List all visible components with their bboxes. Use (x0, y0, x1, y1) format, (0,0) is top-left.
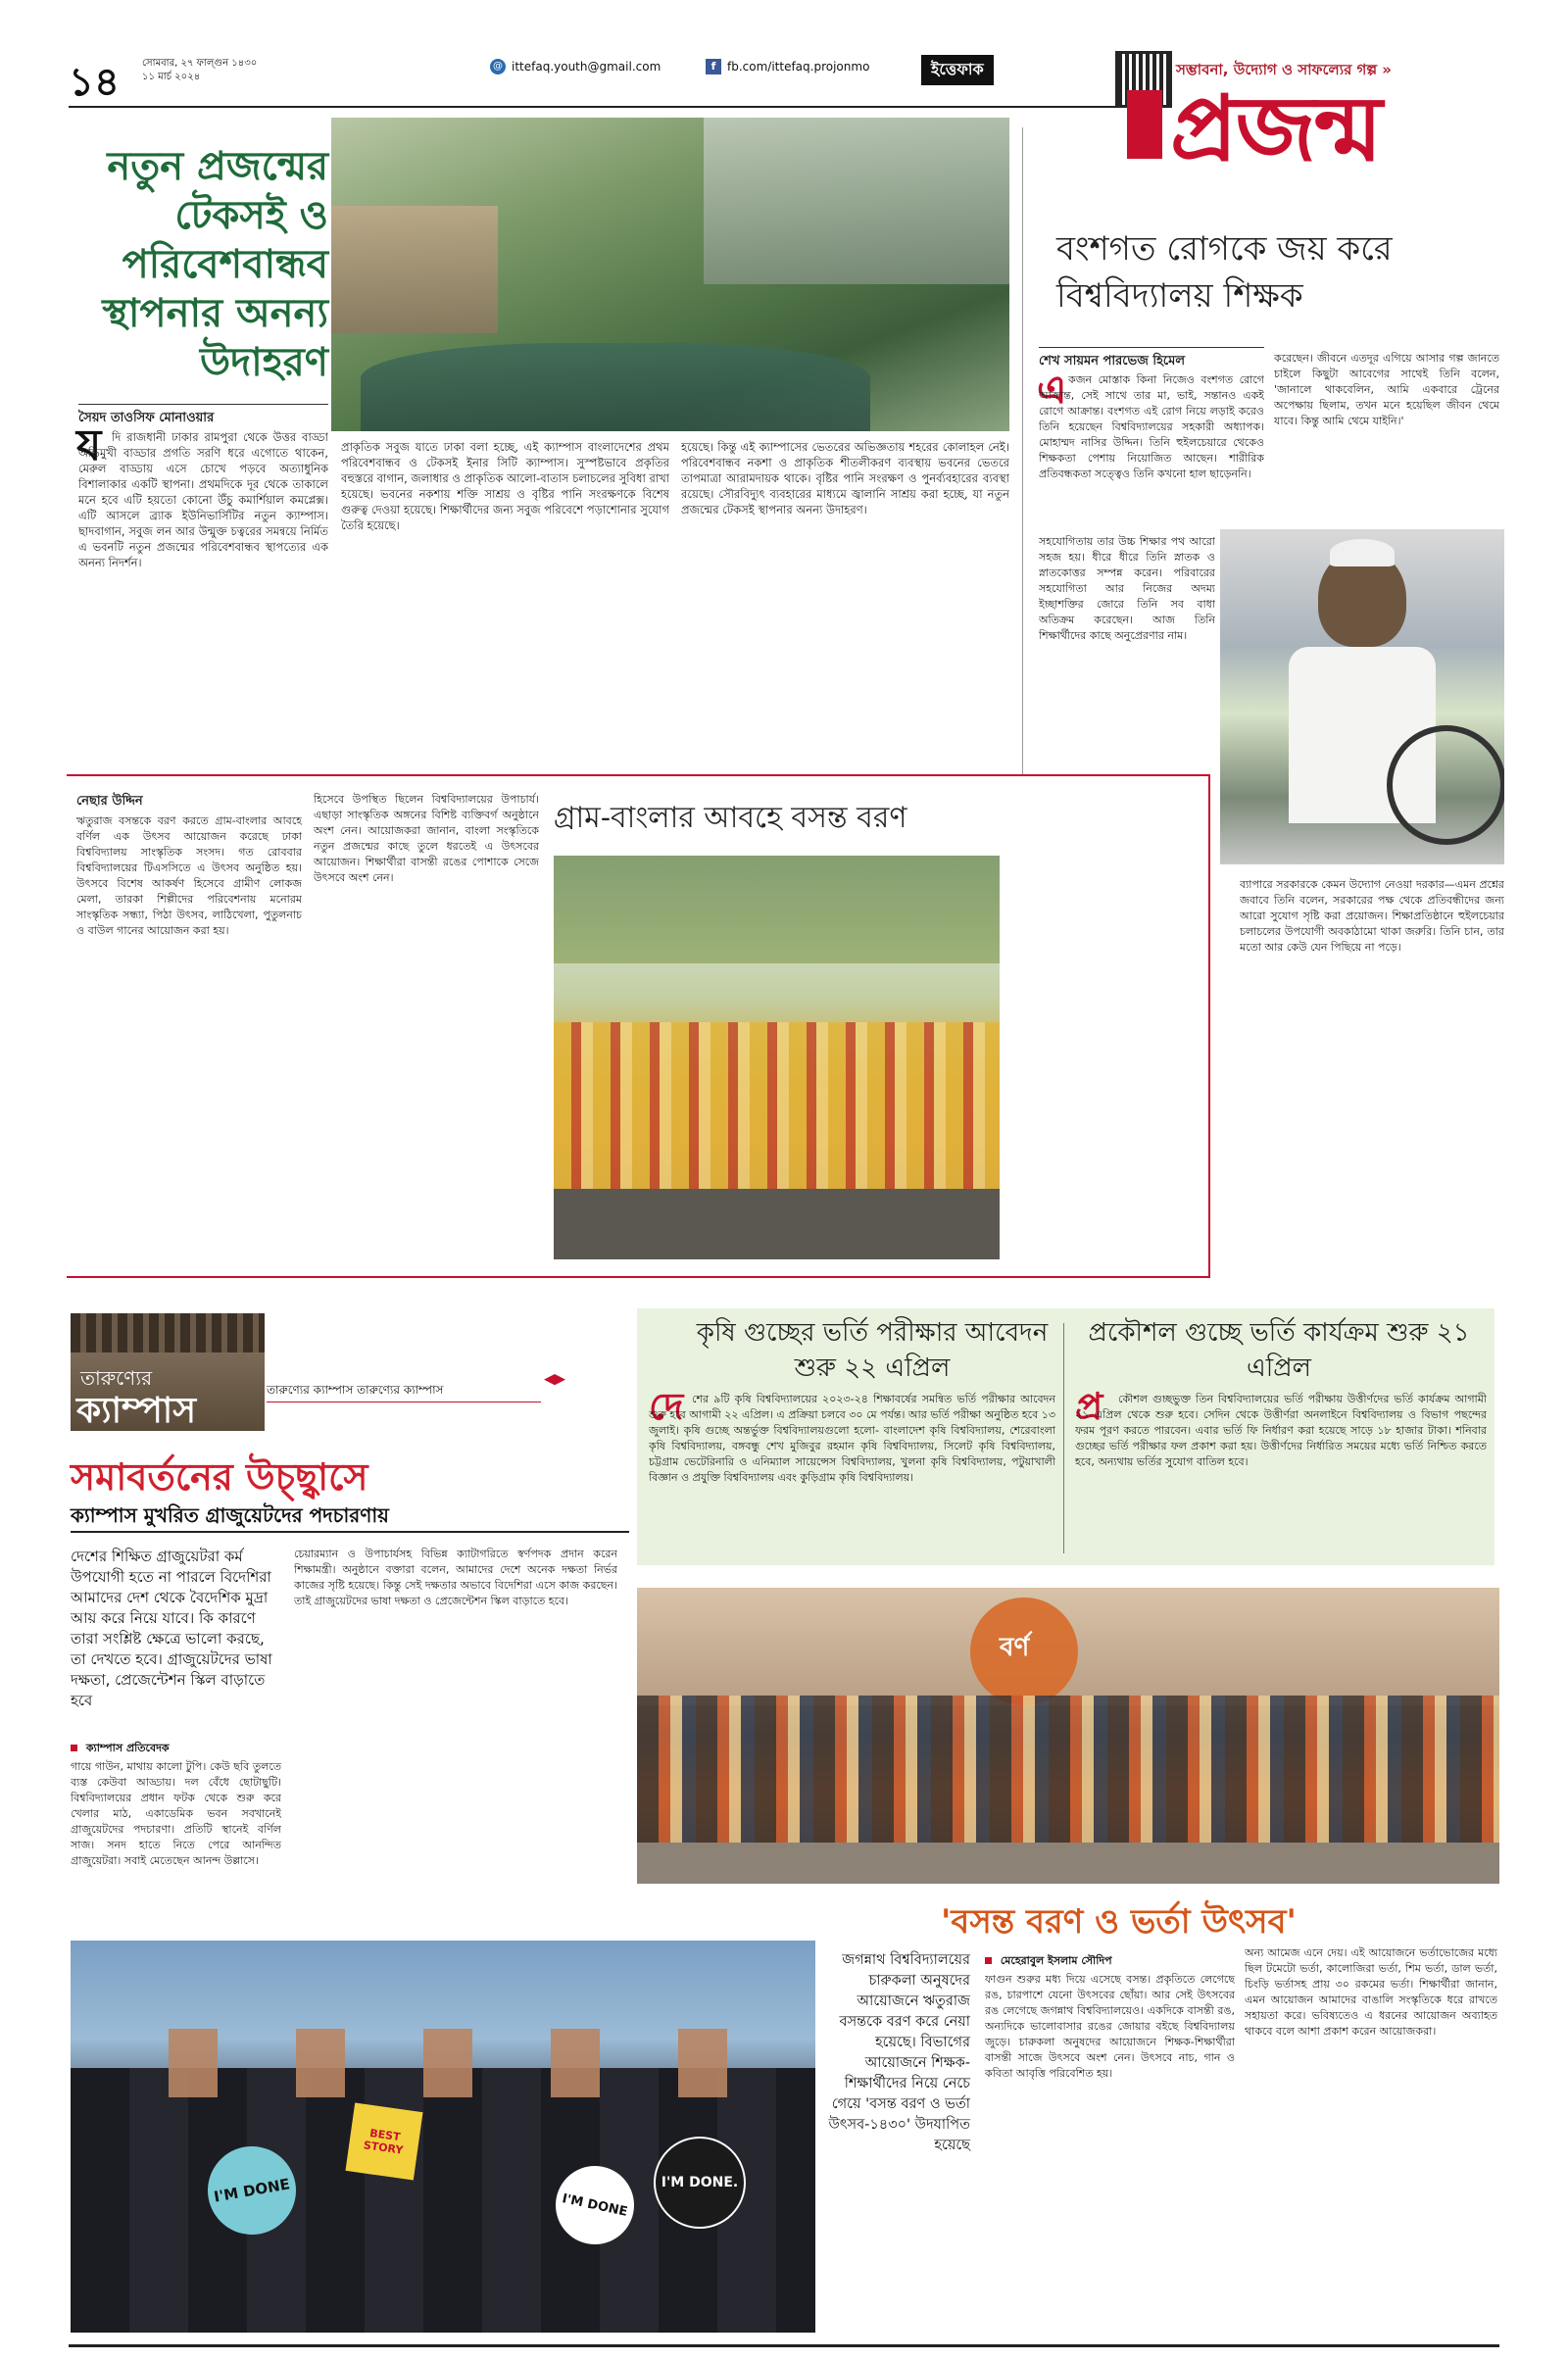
graduates-photo (71, 1941, 815, 2333)
section-logo-red-block (1127, 90, 1162, 159)
wheelchair-wheel (1387, 725, 1504, 845)
email-text: ittefaq.youth@gmail.com (512, 60, 662, 74)
exam2-headline: প্রকৌশল গুচ্ছে ভর্তি কার্যক্রম শুরু ২১ এপ্রিল (1088, 1318, 1470, 1383)
road (554, 1189, 1000, 1259)
article3-byline: নেছার উদ্দিন (76, 794, 143, 809)
divider-article1-article2 (1022, 127, 1023, 774)
masthead (0, 0, 1568, 181)
campus-section-logo (71, 1313, 265, 1431)
group-crowd (637, 1696, 1499, 1843)
exam1-headline: কৃষি গুচ্ছের ভর্তি পরীক্ষার আবেদন শুরু ২২ এপ্রিল (696, 1318, 1049, 1383)
campus-section-title-top: তারুণ্যের (80, 1366, 153, 1390)
exam1-body: শের ৯টি কৃষি বিশ্ববিদ্যালয়ের ২০২৩-২৪ শিক্ষাবর্ষের সমন্বিত ভর্তি পরীক্ষার আবেদন শুরু হবে আগামী ২২ এপ্রিল। এ প্রক্রিয়া চলবে ৩০ মে পর্যন্ত। আর ভর্তি পরীক্ষা অনুষ্ঠিত হবে ১৩ জুলাই। কৃষি গুচ্ছে অন্তর্ভুক্ত বিশ্ববিদ্যালয়গুলো হলো- বাংলাদেশ কৃষি বিশ্ববিদ্যালয়, শেরেবাংলা কৃষি বিশ্ববিদ্যালয়, বঙ্গবন্ধু শেখ মুজিবুর রহমান কৃষি বিশ্ববিদ্যালয়, সিলেট কৃষি বিশ্ববিদ্যালয়, চট্টগ্রাম ভেটেরিনারি ও এনিম্যাল সায়েন্সেস বিশ্ববিদ্যালয়, খুলনা কৃষি বিশ্ববিদ্যালয়, পটুয়াখালী বিজ্ঞান ও প্রযুক্তি বিশ্ববিদ্যালয় এবং কুড়িগ্রাম কৃষি বিশ্ববিদ্যালয়। (649, 1393, 1055, 1484)
section-logo (1127, 75, 1539, 206)
campus-crowd-silhouette (71, 1313, 265, 1353)
article2-col1b: সহযোগিতায় তার উচ্চ শিক্ষার পথ আরো সহজ হয়। ধীরে ধীরে তিনি স্নাতক ও স্নাতকোত্তর সম্পন্ন করেন। পরিবারের সহযোগিতা আর নিজের অদম্য ইচ্ছাশক্তির জোরে তিনি সব বাধা অতিক্রম করেছেন। আজ তিনি শিক্ষার্থীদের কাছে অনুপ্রেরণার নাম। (1039, 535, 1215, 642)
email-icon: @ (490, 59, 506, 74)
exam2-drop-cap: প্র (1075, 1384, 1103, 1428)
page-number: ১৪ (69, 59, 120, 105)
festival-pullquote: জগন্নাথ বিশ্ববিদ্যালয়ের চারুকলা অনুষদের আয়োজনে ঋতুরাজ বসন্তকে বরণ করে নেয়া হয়েছে। বিভাগের আয়োজনে শিক্ষক-শিক্ষার্থীদের নিয়ে নেচে গেয়ে 'বসন্ত বরণ ও ভর্তা উৎসব-১৪৩০' উদযাপিত হয়েছে (828, 1952, 970, 2153)
festival-group-photo (637, 1588, 1499, 1884)
facebook-contact[interactable] (706, 59, 869, 74)
festival-headline: 'বসন্ত বরণ ও ভর্তা উৎসব' (941, 1902, 1297, 1942)
email-contact[interactable] (490, 59, 661, 74)
tree-canopy (554, 856, 1000, 963)
masthead-rule (69, 106, 1117, 108)
sign-2-text: BEST STORY (363, 2126, 405, 2157)
exam1-drop-cap: দে (649, 1384, 684, 1428)
teacher-cap (1330, 539, 1395, 566)
sign-3-text: I'M DONE (561, 2190, 629, 2220)
paper-name: ইত্তেফাক (931, 60, 984, 78)
crowd-row (554, 1022, 1000, 1189)
campus-pullquote: দেশের শিক্ষিত গ্রাজুয়েটরা কর্ম উপযোগী হতে না পারলে বিদেশিরা আমাদের দেশ থেকে বৈদেশিক মুদ্রা আয় করে নিয়ে যাবে। কি কারণে তারা সংশ্লিষ্ট ক্ষেত্রে ভালো করছে, তা দেখতে হবে। গ্রাজুয়েটদের ভাষা দক্ষতা, প্রেজেন্টেশন স্কিল বাড়াতে হবে (71, 1548, 272, 1709)
section-logo-text: প্রজন্ম (1170, 75, 1381, 181)
exam2-body: কৌশল গুচ্ছভুক্ত তিন বিশ্ববিদ্যালয়ের ভর্তি পরীক্ষায় উত্তীর্ণদের ভর্তি কার্যক্রম আগামী ২১ এপ্রিল থেকে শুরু হবে। সেদিন থেকে উত্তীর্ণরা অনলাইনে বিশ্ববিদ্যালয় ও বিভাগ পছন্দের ফরম পূরণ করতে পারবেন। এবার ভর্তি ফি নির্ধারণ করা হয়েছে সাড়ে ১৮ হাজার টাকা। শনিবার গুচ্ছের ভর্তি পরীক্ষার ফল প্রকাশ করা হয়। উত্তীর্ণদের নির্ধারিত সময়ের মধ্যে ভর্তি নিশ্চিত করতে হবে, অন্যথায় ভর্তির সুযোগ বাতিল হবে। (1075, 1393, 1487, 1468)
article3-col1: ঋতুরাজ বসন্তকে বরণ করতে গ্রাম-বাংলার আবহে বর্ণিল এক উৎসব আয়োজন করেছে ঢাকা বিশ্ববিদ্যালয় সাংস্কৃতিক সংসদ। গত রোববার বিশ্ববিদ্যালয়ের টিএসসিতে এ উৎসব অনুষ্ঠিত হয়। উৎসবে বিশেষ আকর্ষণ হিসেবে গ্রামীণ লোকজ মেলা, তারকা শিল্পীদের পরিবেশনায় মনোরম সাংস্কৃতিক সন্ধ্যা, পিঠা উৎসব, লাঠিখেলা, পুতুলনাচ ও বাউল গানের আয়োজন করা হয়। (76, 814, 302, 937)
date-english: ১১ মার্চ ২০২৪ (142, 72, 201, 82)
article2-col2: করেছেন। জীবনে এতদূর এগিয়ে আসার গল্প জানতে চাইলে কিছুটা আবেগের সাথেই তিনি বলেন, 'জানালে থাকবেলিন, আমি একবারে ট্রেনের অপেক্ষায় ছিলাম, তখন মনে হয়েছিল জীবন থেমে যাবে। কিন্তু আমি থেমে যাইনি।' (1274, 352, 1499, 427)
stair-platform (331, 206, 498, 333)
festival-col2: অন্য আমেজ এনে দেয়। এই আয়োজনে ভর্তাভোজের মধ্যে ছিল টমেটো ভর্তা, কালোজিরা ভর্তা, শিম ভর্তা, ডাল ভর্তা, চিংড়ি ভর্তাসহ প্রায় ৩০ রকমের ভর্তা। শিক্ষার্থীরা জানান, এমন আয়োজন আমাদের বাঙালি সংস্কৃতিকে ধরে রাখতে সহায়তা করে। ভবিষ্যতেও এ ধরনের আয়োজন অব্যাহত থাকবে বলে আশা প্রকাশ করেন আয়োজকরা। (1245, 1946, 1497, 2038)
article1-col3: হয়েছে। কিন্তু এই ক্যাম্পাসের ভেতরের অভিজ্ঞতায় শহরের কোলাহল নেই। পরিবেশবান্ধব নকশা ও প্রাকৃতিক শীতলীকরণ ব্যবস্থায় ভবনের ভেতরে তাপমাত্রা আরামদায়ক থাকে। বৃষ্টির পানি সংরক্ষণ ও পুনর্ব্যবহারের ব্যবস্থা রয়েছে। সৌরবিদ্যুৎ ব্যবহারের মাধ্যমে জ্বালানি সাশ্রয় করা হচ্ছে, যা নতুন প্রজন্মের টেকসই স্থাপনার অনন্য উদাহরণ। (681, 440, 1009, 516)
ground (637, 1843, 1499, 1884)
article3-headline: গ্রাম-বাংলার আবহে বসন্ত বরণ (554, 801, 907, 835)
spring-festival-photo (554, 856, 1000, 1259)
graduate-faces (129, 2029, 757, 2097)
campus-headline: সমাবর্তনের উচ্ছ্বাসে (71, 1454, 368, 1499)
facebook-text: fb.com/ittefaq.projonmo (727, 60, 870, 74)
article1-byline: সৈয়দ তাওসিফ মোনাওয়ার (78, 404, 328, 429)
article1-col2: প্রাকৃতিক সবুজ যাতে ঢাকা বলা হচ্ছে, এই ক্যাম্পাস বাংলাদেশের প্রথম পরিবেশবান্ধব ও টেকসই ইনার সিটি ক্যাম্পাস। সুস্পষ্টভাবে প্রকৃতির বহুস্তরে বাগান, জলাধার ও প্রাকৃতিক আলো-বাতাস চলাচলের সুবিধা রাখা হয়েছে। ভবনের নকশায় শক্তি সাশ্রয় ও বৃষ্টির পানি সংরক্ষণকে বিশেষ গুরুত্ব দেওয়া হয়েছে। শিক্ষার্থীদের জন্য সবুজ পরিবেশে পড়াশোনার সুযোগ তৈরি হয়েছে। (341, 440, 669, 532)
festival-byline (985, 1952, 1112, 1971)
article2-headline: বংশগত রোগকে জয় করে বিশ্ববিদ্যালয় শিক্ষক (1056, 229, 1393, 316)
article2-byline: শেখ সায়মন পারভেজ হিমেল (1039, 347, 1264, 372)
article2-col2b: ব্যাপারে সরকারকে কেমন উদ্যোগ নেওয়া দরকার—এমন প্রশ্নের জবাবে তিনি বলেন, সরকারের পক্ষ থেকে প্রতিবন্ধীদের জন্য আরো সুযোগ সৃষ্টি করা প্রয়োজন। শিক্ষাপ্রতিষ্ঠানে হুইলচেয়ার চলাচলের উপযোগী অবকাঠামো থাকা জরুরি। তিনি চান, তার মতো আর কেউ যেন পিছিয়ে না পড়ে। (1240, 878, 1504, 954)
paper-logo (921, 55, 994, 85)
campus-section-title-main: ক্যাম্পাস (76, 1390, 196, 1431)
facebook-icon: f (706, 59, 721, 74)
exam-divider (1063, 1323, 1064, 1553)
article1-drop-cap: য (76, 420, 102, 470)
article3-col2: হিসেবে উপস্থিত ছিলেন বিশ্ববিদ্যালয়ের উপাচার্য। এছাড়া সাংস্কৃতিক অঙ্গনের বিশিষ্ট ব্যক্তিবর্গ অনুষ্ঠানে অংশ নেন। আয়োজকরা জানান, বাংলা সংস্কৃতিকে নতুন প্রজন্মের কাছে তুলে ধরতেই এ উৎসবের আয়োজন। শিক্ষার্থীরা বাসন্তী রঙের পোশাকে সেজে উৎসবে অংশ নেন। (314, 793, 539, 884)
sign-4-text: I'M DONE. (661, 2175, 739, 2190)
tagline: সম্ভাবনা, উদ্যোগ ও সাফল্যের গল্প » (1176, 61, 1392, 78)
pond (361, 343, 870, 431)
graduation-cap-icon (544, 1374, 565, 1388)
campus-subheadline: ক্যাম্পাস মুখরিত গ্রাজুয়েটদের পদচারণায় (71, 1503, 389, 1527)
article2-col1: কজন মোস্তাক কিনা নিজেও বংশগত রোগে আক্রান্ত, সেই সাথে তার মা, ভাই, সন্তানও একই রোগে আক্রান্ত। বংশগত এই রোগ নিয়ে লড়াই করেও তিনি হয়েছেন বিশ্ববিদ্যালয়ের সহকারী অধ্যাপক। মোহাম্মদ নাসির উদ্দিন। তিনি হুইলচেয়ারে থেকেও শিক্ষকতা পেশায় নিয়োজিত আছেন। শারীরিক প্রতিবন্ধকতা সত্ত্বেও তিনি কখনো হাল ছাড়েননি। (1039, 373, 1264, 480)
article1-col1: দি রাজধানী ঢাকার রামপুরা থেকে উত্তর বাড্ডা অভিমুখী বাড্ডার প্রগতি সরণি ধরে এগোতে থাকেন, মেরুল বাড্ডায় এসে চোখে পড়বে অত্যাধুনিক বিশালাকার একটি স্থাপনা। প্রথমদিকে দূর থেকে তাকালে মনে হবে এটি হয়তো কোনো উঁচু কমার্শিয়াল কমপ্লেক্স। এটি আসলে ব্র্যাক ইউনিভার্সিটির নতুন ক্যাম্পাস। ছাদবাগান, সবুজ লন আর উন্মুক্ত চত্বরের সমন্বয়ে নির্মিত এ ভবনটি নতুন প্রজন্মের পরিবেশবান্ধব স্থাপত্যের এক অনন্য নিদর্শন। (78, 430, 328, 569)
campus-rule (71, 1531, 629, 1533)
date-bengali: সোমবার, ২৭ ফাল্গুন ১৪৩০ (142, 58, 258, 69)
article1-headline: নতুন প্রজন্মের টেকসই ও পরিবেশবান্ধব স্থাপনার অনন্য উদাহরণ (102, 143, 328, 385)
festival-photo-caption: বর্ণ (1000, 1633, 1030, 1662)
green-campus-photo (331, 118, 1009, 431)
campus-byline (71, 1740, 170, 1758)
campus-col1: গায়ে গাউন, মাথায় কালো টুপি। কেউ ছবি তুলতে ব্যস্ত কেউবা আড্ডায়। দল বেঁধে ছোটাছুটি। বিশ্ববিদ্যালয়ের প্রধান ফটক থেকে শুরু করে খেলার মাঠ, একাডেমিক ভবন সবখানেই গ্রাজুয়েটদের পদচারণা। প্রতিটি স্থানেই বর্ণিল সাজ। সনদ হাতে নিতে পেরে আনন্দিত গ্রাজুয়েটরা। সবাই মেতেছেন আনন্দ উল্লাসে। (71, 1760, 281, 1867)
article2-drop-cap: এ (1037, 367, 1067, 413)
campus-ticker: তারুণ্যের ক্যাম্পাস তারুণ্যের ক্যাম্পাস (267, 1382, 541, 1402)
date-line (142, 57, 257, 84)
byline-marker-icon (71, 1745, 77, 1751)
festival-byline-text: মেহেরাবুল ইসলাম সৌদিপ (1000, 1954, 1112, 1967)
sign-1-text: I'M DONE (212, 2175, 292, 2206)
building-facade (704, 118, 1009, 284)
campus-col2: চেয়ারম্যান ও উপাচার্যসহ বিভিন্ন ক্যাটাগরিতে স্বর্ণপদক প্রদান করেন শিক্ষামন্ত্রী। অনুষ্ঠানে বক্তারা বলেন, আমাদের দেশে অনেক দক্ষতা নির্ভর কাজের সৃষ্টি হয়েছে। কিন্তু সেই দক্ষতার অভাবে বিদেশিরা এসে কাজ করছেন। তাই গ্রাজুয়েটদের ভাষা দক্ষতা ও প্রেজেন্টেশন স্কিল বাড়াতে হবে। (294, 1548, 617, 1607)
sign-best-story (345, 2102, 422, 2180)
teacher-wheelchair-photo (1220, 529, 1504, 864)
sign-im-done-3 (654, 2137, 746, 2229)
campus-byline-text: ক্যাম্পাস প্রতিবেদক (85, 1742, 170, 1754)
festival-byline-marker-icon (985, 1957, 992, 1964)
festival-col1: ফাগুন শুরুর মধ্য দিয়ে এসেছে বসন্ত। প্রকৃতিতে লেগেছে রঙ, চারপাশে যেনো উৎসবের ছোঁয়া। আর সেই উৎসবের রঙ লেগেছে জগন্নাথ বিশ্ববিদ্যালয়েও। একদিকে বাসন্তী রঙ, অন্যদিকে ভালোবাসার রঙের জোয়ার বইছে বিশ্ববিদ্যালয় জুড়ে। চারুকলা অনুষদের আয়োজনে শিক্ষক-শিক্ষার্থীরা বাসন্তী সাজে উৎসবে অংশ নেন। উৎসবে নাচ, গান ও কবিতা আবৃত্তি পরিবেশিত হয়। (985, 1973, 1235, 2080)
footer-rule (69, 2344, 1499, 2347)
